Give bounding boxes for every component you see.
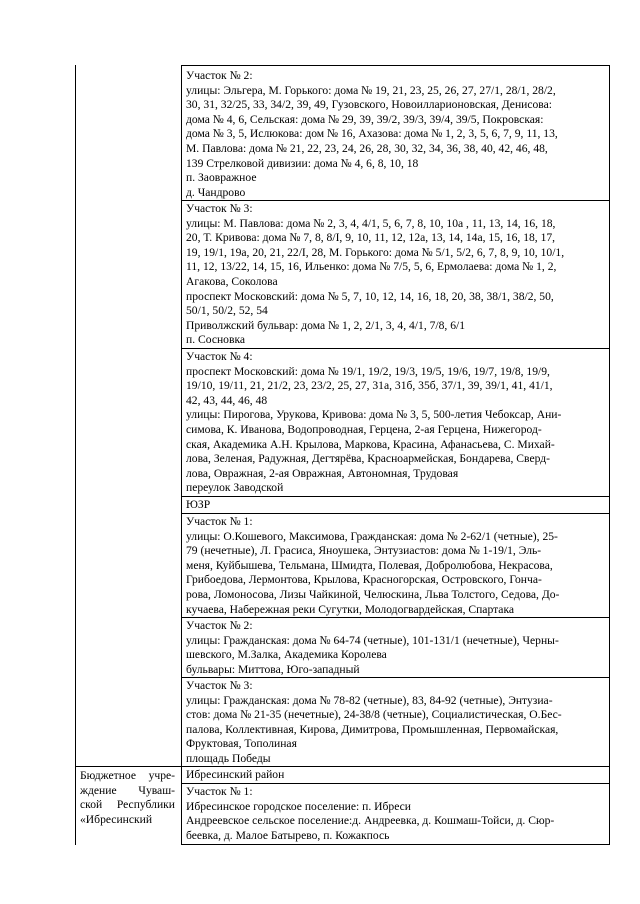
district-cell bbox=[186, 350, 606, 496]
cell-line: проспект Московский: дома № 19/1, 19/2, 19/3, 19/5, 19/6, 19/7, 19/8, 19/9, bbox=[186, 364, 550, 378]
cell-heading: Участок № 2: bbox=[186, 69, 253, 82]
cell-line: 139 Стрелковой дивизии: дома № 4, 6, 8, 10, 18 bbox=[186, 156, 419, 170]
org-word: ской bbox=[80, 798, 103, 812]
district-cell bbox=[186, 619, 606, 677]
org-word: Республики bbox=[116, 798, 175, 812]
cell-line: кучаева, Набережная реки Сугутки, Молодогвардейская, Спартака bbox=[186, 602, 515, 616]
cell-line: Ибресинское городское поселение: п. Ибреси bbox=[186, 799, 412, 813]
cell-line: М. Павлова: дома № 21, 22, 23, 24, 26, 28, 30, 32, 34, 36, 38, 40, 42, 46, 48, bbox=[186, 141, 548, 155]
cell-line: д. Чандрово bbox=[186, 185, 246, 199]
cell-heading: Участок № 3: bbox=[186, 202, 253, 215]
org-word: учре- bbox=[148, 769, 175, 782]
cell-line: 20, Т. Кривова: дома № 7, 8, 8/I, 9, 10, 11, 12, 12а, 13, 14, 14а, 15, 16, 18, 17, bbox=[186, 231, 556, 245]
cell-heading: Участок № 4: bbox=[186, 350, 253, 363]
cell-line: меня, Куйбышева, Тельмана, Шмидта, Полевая, Добролюбова, Некрасова, bbox=[186, 558, 553, 572]
org-word: Бюджетное bbox=[80, 769, 136, 782]
row-separator bbox=[181, 65, 610, 66]
cell-heading: Участок № 2: bbox=[186, 619, 253, 632]
cell-line: 11, 12, 13/22, 14, 15, 16, Ильенко: дома № 7/5, 5, 6, Ермолаева: дома № 1, 2, bbox=[186, 260, 557, 274]
cell-line: бульвары: Миттова, Юго-западный bbox=[186, 662, 360, 676]
district-cell bbox=[186, 515, 606, 617]
cell-line: улицы: Гражданская: дома № 78-82 (четные), 83, 84-92 (четные), Энтузиа- bbox=[186, 693, 553, 707]
cell-line: п. Заовражное bbox=[186, 171, 257, 185]
cell-line: ская, Академика А.Н. Крылова, Маркова, Красина, Афанасьева, С. Михай- bbox=[186, 437, 555, 451]
cell-line: палова, Коллективная, Кирова, Димитрова, Промышленная, Первомайская, bbox=[186, 722, 559, 736]
cell-line: дома № 4, 6, Сельская: дома № 29, 39, 39/2, 39/3, 39/4, 39/5, Покровская: bbox=[186, 112, 544, 126]
cell-line: 19/10, 19/11, 21, 21/2, 23, 23/2, 25, 27, 31а, 31б, 35б, 37/1, 39, 39/1, 41, 41/1, bbox=[186, 379, 553, 393]
row-separator bbox=[181, 348, 610, 349]
cell-heading: Участок № 3: bbox=[186, 679, 253, 692]
district-cell bbox=[186, 768, 606, 783]
cell-line: дома № 3, 5, Ислюкова: дом № 16, Ахазова: дома № 1, 2, 3, 5, 6, 7, 9, 11, 13, bbox=[186, 127, 558, 141]
org-word: ждение bbox=[80, 783, 117, 797]
cell-line: Грибоедова, Лермонтова, Крылова, Красногорская, Островского, Гонча- bbox=[186, 573, 542, 587]
district-cell bbox=[186, 69, 606, 200]
cell-line: Фруктовая, Тополиная bbox=[186, 737, 297, 751]
district-cell bbox=[186, 679, 606, 767]
cell-line: 30, 31, 32/25, 33, 34/2, 39, 49, Гузовского, Новоилларионовская, Денисова: bbox=[186, 98, 552, 112]
table-bottom-border bbox=[181, 844, 610, 845]
org-line: «Ибресинский bbox=[80, 812, 153, 826]
cell-line: Приволжский бульвар: дома № 1, 2, 2/1, 3, 4, 4/1, 7/8, 6/1 bbox=[186, 318, 466, 332]
cell-line: шевского, М.Залка, Академика Королева bbox=[186, 648, 387, 662]
cell-line: Андреевское сельское поселение:д. Андреевка, д. Кошмаш-Тойси, д. Сюр- bbox=[186, 814, 555, 828]
cell-line: улицы: Пирогова, Урукова, Кривова: дома № 3, 5, 500-летия Чебоксар, Ани- bbox=[186, 408, 562, 422]
cell-line: 79 (нечетные), Л. Грасиса, Яноушека, Энтузиастов: дома № 1-19/1, Эль- bbox=[186, 544, 542, 558]
cell-line: улицы: Эльгера, М. Горького: дома № 19, 21, 23, 25, 26, 27, 27/1, 28/1, 28/2, bbox=[186, 83, 556, 97]
cell-line: проспект Московский: дома № 5, 7, 10, 12, 14, 16, 18, 20, 38, 38/1, 38/2, 50, bbox=[186, 289, 554, 303]
cell-line: стов: дома № 21-35 (нечетные), 24-38/8 (четные), Социалистическая, О.Бес- bbox=[186, 708, 562, 722]
cell-line: площадь Победы bbox=[186, 751, 271, 765]
row-separator bbox=[181, 513, 610, 514]
district-cell bbox=[186, 202, 606, 348]
cell-heading: ЮЗР bbox=[186, 498, 211, 511]
cell-line: 42, 43, 44, 46, 48 bbox=[186, 393, 268, 407]
cell-heading: Ибресинский район bbox=[186, 768, 285, 781]
cell-heading: Участок № 1: bbox=[186, 785, 253, 798]
cell-line: п. Сосновка bbox=[186, 333, 246, 347]
table-right-border bbox=[609, 65, 610, 845]
organization-cell bbox=[80, 769, 175, 827]
cell-line: симова, К. Иванова, Водопроводная, Герцена, 2-ая Герцена, Нижегород- bbox=[186, 422, 542, 436]
cell-line: 19, 19/1, 19а, 20, 21, 22/I, 28, М. Горького: дома № 5/1, 5/2, 6, 7, 8, 9, 10, 10/1, bbox=[186, 245, 565, 259]
org-line bbox=[80, 798, 175, 813]
table-column-divider bbox=[181, 65, 182, 845]
cell-line: рова, Ломоносова, Лизы Чайкиной, Челюскина, Льва Толстого, Седова, До- bbox=[186, 587, 560, 601]
district-cell bbox=[186, 785, 606, 843]
cell-line: лова, Зеленая, Радужная, Дегтярёва, Красноармейская, Бондарева, Сверд- bbox=[186, 452, 550, 466]
cell-line: Агакова, Соколова bbox=[186, 274, 278, 288]
cell-heading: Участок № 1: bbox=[186, 515, 253, 528]
district-cell bbox=[186, 498, 606, 513]
org-line bbox=[80, 784, 175, 799]
cell-line: улицы: М. Павлова: дома № 2, 3, 4, 4/1, 5, 6, 7, 8, 10, 10а , 11, 13, 14, 16, 18, bbox=[186, 216, 556, 230]
org-line bbox=[80, 769, 175, 784]
cell-line: переулок Заводской bbox=[186, 481, 284, 495]
cell-line: лова, Овражная, 2-ая Овражная, Автономная, Трудовая bbox=[186, 466, 459, 480]
cell-line: беевка, д. Малое Батырево, п. Кожакпось bbox=[186, 828, 390, 842]
row-separator bbox=[181, 783, 610, 784]
cell-line: улицы: О.Кошевого, Максимова, Гражданская: дома № 2-62/1 (четные), 25- bbox=[186, 529, 558, 543]
row-separator bbox=[181, 496, 610, 497]
cell-line: 50/1, 50/2, 52, 54 bbox=[186, 304, 268, 318]
table-left-border bbox=[75, 65, 76, 845]
org-word: Чуваш- bbox=[138, 783, 175, 797]
cell-line: улицы: Гражданская: дома № 64-74 (четные), 101-131/1 (нечетные), Черны- bbox=[186, 633, 559, 647]
